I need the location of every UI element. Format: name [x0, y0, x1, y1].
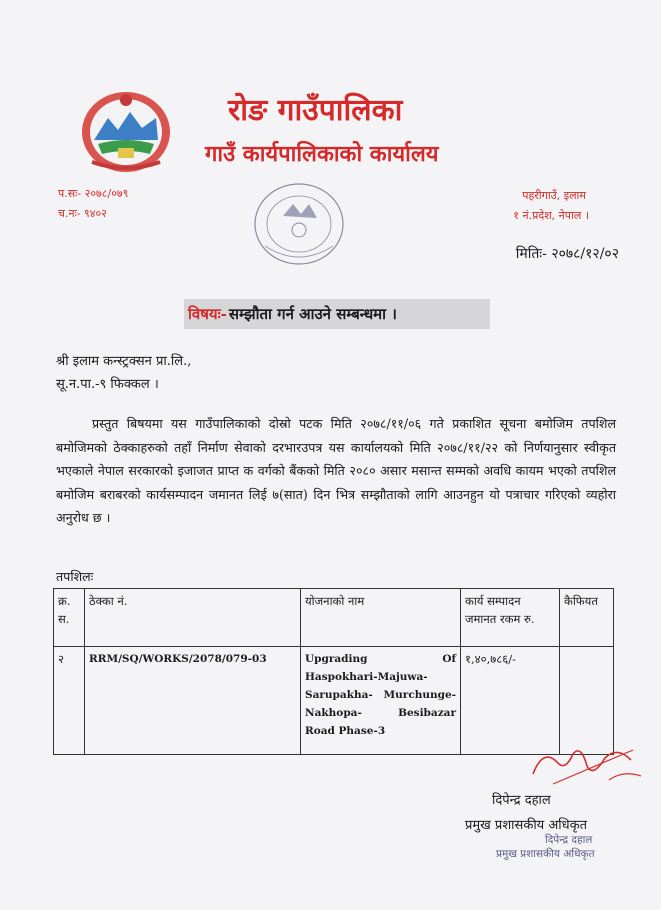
letter-cn-number: च.नः- ९४०२ — [58, 207, 107, 220]
office-seal-stamp — [243, 176, 355, 272]
organization-name: रोङ गाउँपालिका — [228, 93, 403, 128]
address-line-2: १ नं.प्रदेश, नेपाल । — [513, 209, 589, 222]
subject-text: सम्झौता गर्न आउने सम्बन्धमा । — [228, 305, 397, 323]
table-cell: RRM/SQ/WORKS/2078/079-03 — [85, 647, 301, 755]
column-header: कार्य सम्पादन जमानत रकम रु. — [461, 589, 560, 647]
stamp-title: प्रमुख प्रशासकीय अधिकृत — [496, 848, 595, 860]
column-header: योजनाको नाम — [301, 589, 461, 647]
signatory-name: दिपेन्द्र दहाल — [492, 793, 551, 808]
letter-ps-number: प.सः- २०७८/०७९ — [58, 187, 129, 200]
table-header-row — [54, 589, 614, 647]
subject-label: विषयः- — [188, 305, 227, 323]
table-cell — [560, 647, 614, 755]
column-header: ठेक्का नं. — [85, 589, 301, 647]
details-label: तपशिलः — [56, 569, 94, 584]
office-name: गाउँ कार्यपालिकाको कार्यालय — [205, 141, 439, 167]
address-line-1: पहरीगाउँ, इलाम — [522, 189, 586, 202]
table-cell: Upgrading Of Haspokhari-Majuwa-Sarupakha- Murchunge-Nakhopa- Besibazar Road Phase-3 — [301, 647, 461, 755]
signatory-title: प्रमुख प्रशासकीय अधिकृत — [465, 818, 588, 833]
recipient-address: सू.न.पा.-९ फिक्कल । — [56, 377, 159, 392]
table-row — [54, 647, 614, 755]
letter-date: मितिः- २०७८/१२/०२ — [515, 246, 619, 262]
recipient-name: श्री इलाम कन्स्ट्रक्सन प्रा.लि., — [56, 354, 192, 369]
subject-box — [184, 299, 490, 329]
handwritten-signature — [513, 740, 653, 790]
letter-body: प्रस्तुत बिषयमा यस गाउँपालिकाको दोस्रो पटक मिति २०७८/११/०६ गते प्रकाशित सूचना बमोजिम तपशिल बमोजिमको ठेक्काहरुको तहाँ निर्माण सेवाको दरभारउपत्र यस कार्यालयको मिति २०७८/११/२२ को निर्णयानुसार स्वीकृत भएकाले नेपाल सरकारको इजाजत प्राप्त क वर्गको बैंकको मिति २०८० असार मसान्त सम्मको अवधि कायम भएको तपशिल बमोजिम बराबरको कार्यसम्पादन जमानत लिई ७(सात) दिन भित्र सम्झौताको लागि आउनहुन यो पत्राचार गरिएको व्यहोरा अनुरोध छ । — [56, 416, 616, 526]
nepal-emblem-logo — [78, 88, 174, 174]
table-cell: १,४०,७८६/- — [461, 647, 560, 755]
column-header: कैफियत — [560, 589, 614, 647]
details-table — [53, 588, 614, 755]
table-cell: २ — [54, 647, 85, 755]
stamp-name: दिपेन्द्र दहाल — [545, 834, 593, 846]
column-header: क्र. स. — [54, 589, 85, 647]
